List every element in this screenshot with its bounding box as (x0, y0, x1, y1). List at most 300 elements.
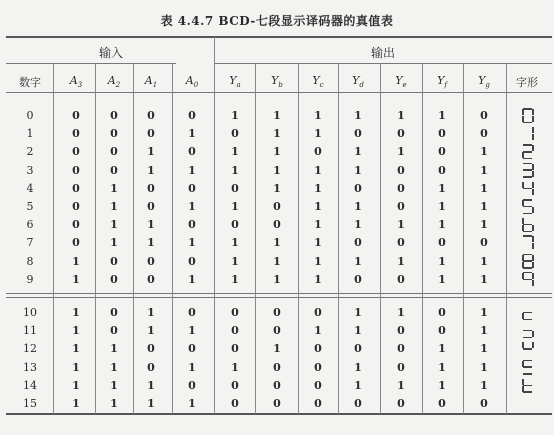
input-cell: 0 (72, 200, 80, 213)
input-cell: 0 (147, 181, 155, 195)
output-cell: 1 (397, 218, 405, 232)
segment-c (532, 262, 534, 268)
digit-cell: 15 (23, 397, 37, 410)
segment-a (523, 163, 532, 165)
input-cell: 1 (72, 378, 80, 392)
seven-segment-glyph (522, 235, 534, 250)
digit-cell: 6 (26, 218, 34, 232)
segment-c (532, 280, 534, 286)
digit-cell: 8 (26, 254, 34, 268)
seven-segment-glyph (522, 108, 534, 123)
input-cell: 0 (110, 109, 118, 122)
input-column-header (56, 74, 96, 89)
input-cell: 0 (188, 145, 196, 159)
segment-g (523, 188, 532, 190)
output-cell: 1 (438, 200, 446, 213)
output-cell: 1 (314, 200, 322, 213)
output-cell: 1 (273, 254, 281, 268)
output-cell: 0 (354, 236, 362, 250)
segment-g (523, 348, 532, 350)
input-column-header-subscript: 0 (193, 81, 199, 90)
input-cell: 0 (188, 218, 196, 232)
column-divider (298, 64, 299, 414)
output-column-header (422, 74, 462, 89)
segment-a (523, 254, 532, 256)
output-cell: 1 (314, 163, 322, 177)
input-cell: 0 (110, 145, 118, 159)
seven-segment-glyph (522, 378, 534, 393)
output-cell: 1 (354, 200, 362, 213)
output-cell: 1 (273, 342, 281, 356)
output-cell: 0 (314, 306, 322, 319)
input-cell: 0 (188, 254, 196, 268)
output-cell: 1 (273, 236, 281, 250)
segment-a (523, 199, 532, 201)
digit-cell: 9 (26, 272, 34, 286)
column-divider (95, 64, 96, 414)
input-cell: 1 (147, 397, 155, 410)
input-cell: 1 (147, 236, 155, 250)
output-column-header-base: Y (352, 74, 360, 87)
input-column-header-subscript: 3 (77, 81, 83, 90)
output-cell: 1 (314, 236, 322, 250)
output-cell: 1 (397, 306, 405, 319)
input-column-header-base: A (144, 74, 153, 87)
output-cell: 1 (480, 163, 488, 177)
output-cell: 1 (354, 163, 362, 177)
digit-cell: 10 (23, 306, 37, 319)
input-cell: 1 (72, 272, 80, 286)
output-cell: 1 (438, 360, 446, 374)
segment-g (523, 279, 532, 281)
output-cell: 0 (397, 397, 405, 410)
seven-segment-glyph (522, 360, 534, 375)
input-cell: 0 (72, 218, 80, 232)
segment-d (523, 337, 532, 339)
output-column-header-base: Y (395, 74, 403, 87)
output-cell: 1 (231, 272, 239, 286)
output-column-header (298, 74, 338, 89)
segment-d (523, 391, 532, 393)
output-cell: 1 (231, 200, 239, 213)
input-column-header (131, 74, 171, 89)
output-cell: 0 (397, 200, 405, 213)
input-cell: 1 (188, 360, 196, 374)
column-divider (506, 64, 507, 414)
output-cell: 1 (438, 109, 446, 122)
output-cell: 1 (231, 163, 239, 177)
input-cell: 1 (72, 360, 80, 374)
output-cell: 0 (438, 324, 446, 338)
output-cell: 0 (231, 324, 239, 338)
input-cell: 1 (147, 145, 155, 159)
input-cell: 1 (110, 360, 118, 374)
input-cell: 1 (72, 397, 80, 410)
output-cell: 0 (273, 200, 281, 213)
segment-b (532, 182, 534, 188)
input-cell: 0 (188, 378, 196, 392)
output-cell: 0 (438, 127, 446, 141)
input-cell: 0 (110, 272, 118, 286)
output-column-header (464, 74, 504, 89)
digit-cell: 2 (26, 145, 34, 159)
output-cell: 0 (231, 378, 239, 392)
digit-cell: 4 (26, 181, 34, 195)
output-cell: 0 (273, 378, 281, 392)
output-cell: 1 (480, 378, 488, 392)
segment-b (532, 127, 534, 133)
output-cell: 1 (480, 360, 488, 374)
output-cell: 1 (438, 342, 446, 356)
output-cell: 1 (480, 272, 488, 286)
output-cell: 0 (438, 397, 446, 410)
segment-g (523, 366, 532, 368)
section-rule-b (6, 297, 552, 298)
output-cell: 1 (273, 109, 281, 122)
output-cell: 0 (231, 127, 239, 141)
output-cell: 1 (314, 127, 322, 141)
output-column-header-subscript: d (359, 81, 364, 90)
output-cell: 1 (480, 306, 488, 319)
output-cell: 0 (314, 145, 322, 159)
output-cell: 0 (480, 397, 488, 410)
output-cell: 1 (231, 109, 239, 122)
segment-c (532, 243, 534, 249)
input-cell: 1 (147, 378, 155, 392)
output-column-header (257, 74, 297, 89)
output-cell: 0 (397, 342, 405, 356)
output-cell: 0 (314, 360, 322, 374)
output-cell: 1 (354, 306, 362, 319)
input-cell: 1 (110, 342, 118, 356)
seven-segment-glyph (522, 272, 534, 287)
seven-segment-glyph (522, 254, 534, 269)
input-cell: 1 (72, 342, 80, 356)
output-cell: 1 (354, 254, 362, 268)
seven-segment-glyph (522, 341, 534, 356)
output-cell: 1 (438, 254, 446, 268)
digit-cell: 12 (23, 342, 37, 356)
output-column-header-base: Y (312, 74, 320, 87)
output-column-header (215, 74, 255, 89)
output-column-header (338, 74, 378, 89)
digit-cell: 1 (26, 127, 34, 141)
segment-e (522, 313, 524, 319)
output-cell: 0 (480, 236, 488, 250)
seven-segment-glyph (522, 163, 534, 178)
output-cell: 0 (273, 324, 281, 338)
input-cell: 0 (110, 306, 118, 319)
bottom-rule (6, 413, 552, 415)
input-cell: 1 (72, 254, 80, 268)
column-divider (53, 64, 54, 414)
input-cell: 1 (188, 127, 196, 141)
input-cell: 0 (147, 200, 155, 213)
input-cell: 0 (188, 342, 196, 356)
output-cell: 1 (354, 145, 362, 159)
input-cell: 1 (188, 236, 196, 250)
digit-cell: 0 (26, 109, 34, 122)
digit-cell: 14 (23, 378, 37, 392)
output-cell: 0 (314, 378, 322, 392)
output-column-header-base: Y (478, 74, 486, 87)
output-cell: 1 (314, 254, 322, 268)
output-cell: 0 (354, 272, 362, 286)
output-cell: 0 (231, 342, 239, 356)
output-cell: 1 (314, 181, 322, 195)
output-group-rule (214, 63, 552, 64)
segment-g (523, 224, 532, 226)
segment-d (523, 267, 532, 269)
output-cell: 1 (480, 324, 488, 338)
input-column-header (94, 74, 134, 89)
input-cell: 0 (72, 109, 80, 122)
input-cell: 0 (147, 109, 155, 122)
output-cell: 1 (480, 342, 488, 356)
output-column-header-base: Y (271, 74, 279, 87)
output-column-header-subscript: g (485, 81, 490, 90)
output-cell: 0 (314, 397, 322, 410)
segment-b (532, 342, 534, 348)
digit-cell: 11 (23, 324, 37, 338)
output-cell: 1 (314, 218, 322, 232)
segment-g (523, 330, 532, 332)
segment-e (522, 116, 524, 122)
input-cell: 0 (72, 163, 80, 177)
output-cell: 1 (480, 254, 488, 268)
output-cell: 0 (354, 181, 362, 195)
output-cell: 0 (397, 272, 405, 286)
segment-e (522, 386, 524, 392)
output-cell: 0 (397, 127, 405, 141)
segment-c (532, 171, 534, 177)
segment-b (532, 255, 534, 261)
output-cell: 0 (480, 109, 488, 122)
input-column-header (172, 74, 212, 89)
output-cell: 0 (231, 181, 239, 195)
output-cell: 1 (273, 272, 281, 286)
input-cell: 0 (110, 324, 118, 338)
input-cell: 0 (72, 127, 80, 141)
output-column-header (381, 74, 421, 89)
output-column-header-subscript: a (236, 81, 241, 90)
output-cell: 0 (273, 397, 281, 410)
output-cell: 1 (480, 218, 488, 232)
output-cell: 1 (438, 181, 446, 195)
output-column-header-subscript: f (444, 81, 447, 90)
input-column-header-subscript: 1 (152, 81, 158, 90)
output-cell: 1 (480, 200, 488, 213)
output-cell: 0 (397, 181, 405, 195)
output-cell: 1 (354, 360, 362, 374)
segment-e (522, 225, 524, 231)
input-cell: 1 (110, 397, 118, 410)
input-cell: 0 (147, 272, 155, 286)
input-cell: 1 (110, 378, 118, 392)
segment-c (532, 116, 534, 122)
seven-segment-glyph (522, 199, 534, 214)
output-cell: 0 (354, 342, 362, 356)
input-cell: 0 (188, 181, 196, 195)
column-divider (172, 64, 173, 414)
input-cell: 1 (110, 218, 118, 232)
output-cell: 1 (231, 145, 239, 159)
seven-segment-glyph (522, 217, 534, 232)
output-cell: 0 (231, 306, 239, 319)
input-cell: 0 (147, 342, 155, 356)
input-column-header-base: A (69, 74, 78, 87)
seven-segment-glyph (522, 305, 534, 320)
input-cell: 0 (72, 145, 80, 159)
output-cell: 1 (273, 127, 281, 141)
output-column-header-base: Y (437, 74, 445, 87)
segment-g (523, 206, 532, 208)
segment-b (532, 236, 534, 242)
digit-cell: 13 (23, 360, 37, 374)
input-column-header-subscript: 2 (115, 81, 121, 90)
output-cell: 0 (273, 306, 281, 319)
output-cell: 0 (397, 360, 405, 374)
output-column-header-subscript: c (319, 81, 324, 90)
input-group-rule (6, 63, 176, 64)
segment-b (532, 145, 534, 151)
seven-segment-glyph (522, 144, 534, 159)
input-cell: 0 (147, 254, 155, 268)
output-cell: 1 (314, 272, 322, 286)
output-cell: 0 (231, 218, 239, 232)
output-cell: 1 (397, 109, 405, 122)
input-cell: 1 (110, 181, 118, 195)
output-cell: 1 (397, 254, 405, 268)
segment-c (532, 331, 534, 337)
output-cell: 1 (273, 163, 281, 177)
segment-c (532, 225, 534, 231)
output-cell: 0 (273, 360, 281, 374)
segment-g (523, 385, 532, 387)
output-cell: 1 (273, 145, 281, 159)
output-cell: 0 (480, 127, 488, 141)
output-cell: 1 (438, 378, 446, 392)
output-cell: 0 (231, 397, 239, 410)
segment-d (523, 122, 532, 124)
segment-d (523, 231, 532, 233)
segment-e (522, 262, 524, 268)
input-cell: 1 (188, 200, 196, 213)
table-title: 表 4.4.7 BCD-七段显示译码器的真值表 (160, 14, 394, 28)
output-cell: 0 (438, 145, 446, 159)
output-cell: 0 (273, 218, 281, 232)
segment-d (523, 213, 532, 215)
segment-g (523, 312, 532, 314)
segment-e (522, 152, 524, 158)
segment-g (523, 169, 532, 171)
input-cell: 1 (147, 324, 155, 338)
column-divider (380, 64, 381, 414)
segment-c (532, 207, 534, 213)
segment-b (532, 273, 534, 279)
input-cell: 0 (110, 127, 118, 141)
output-cell: 1 (354, 324, 362, 338)
output-cell: 0 (438, 236, 446, 250)
input-cell: 1 (147, 163, 155, 177)
output-cell: 1 (354, 109, 362, 122)
output-cell: 1 (480, 145, 488, 159)
segment-b (532, 109, 534, 115)
output-cell: 1 (438, 218, 446, 232)
segment-d (523, 373, 532, 375)
input-cell: 1 (188, 272, 196, 286)
output-cell: 1 (397, 145, 405, 159)
input-cell: 1 (188, 163, 196, 177)
input-cell: 1 (110, 200, 118, 213)
segment-c (532, 189, 534, 195)
top-rule (6, 36, 552, 38)
seven-segment-glyph (522, 126, 534, 141)
input-cell: 0 (147, 127, 155, 141)
output-cell: 1 (231, 254, 239, 268)
column-divider (422, 64, 423, 414)
segment-a (523, 235, 532, 237)
section-rule-a (6, 293, 552, 294)
output-cell: 1 (231, 236, 239, 250)
shape-column-header: 字形 (516, 76, 538, 89)
column-divider (133, 64, 134, 414)
column-divider (338, 64, 339, 414)
input-cell: 1 (147, 306, 155, 319)
output-cell: 1 (397, 378, 405, 392)
seven-segment-glyph (522, 181, 534, 196)
column-divider (255, 64, 256, 414)
input-group-header: 输入 (98, 46, 123, 60)
segment-b (532, 164, 534, 170)
digit-cell: 5 (26, 200, 34, 213)
segment-c (532, 134, 534, 140)
output-cell: 1 (314, 324, 322, 338)
input-cell: 1 (188, 397, 196, 410)
segment-g (523, 151, 532, 153)
digit-cell: 3 (26, 163, 34, 177)
segment-a (523, 108, 532, 110)
segment-d (523, 319, 532, 321)
output-cell: 0 (354, 127, 362, 141)
output-cell: 1 (231, 360, 239, 374)
output-cell: 0 (314, 342, 322, 356)
header-rule (6, 92, 552, 93)
group-divider (214, 37, 215, 64)
seven-segment-glyph (522, 396, 534, 411)
segment-a (523, 272, 532, 274)
output-cell: 1 (438, 272, 446, 286)
segment-f (522, 109, 524, 115)
column-divider (463, 64, 464, 414)
output-cell: 0 (354, 397, 362, 410)
output-cell: 1 (273, 181, 281, 195)
input-cell: 1 (147, 218, 155, 232)
output-cell: 0 (438, 163, 446, 177)
output-cell: 0 (438, 306, 446, 319)
output-cell: 1 (354, 378, 362, 392)
output-cell: 0 (397, 236, 405, 250)
output-cell: 1 (314, 109, 322, 122)
input-cell: 0 (110, 254, 118, 268)
output-cell: 1 (354, 218, 362, 232)
output-cell: 0 (397, 324, 405, 338)
segment-a (523, 144, 532, 146)
input-cell: 0 (188, 109, 196, 122)
input-column-header-base: A (185, 74, 194, 87)
output-cell: 1 (480, 181, 488, 195)
segment-d (523, 176, 532, 178)
